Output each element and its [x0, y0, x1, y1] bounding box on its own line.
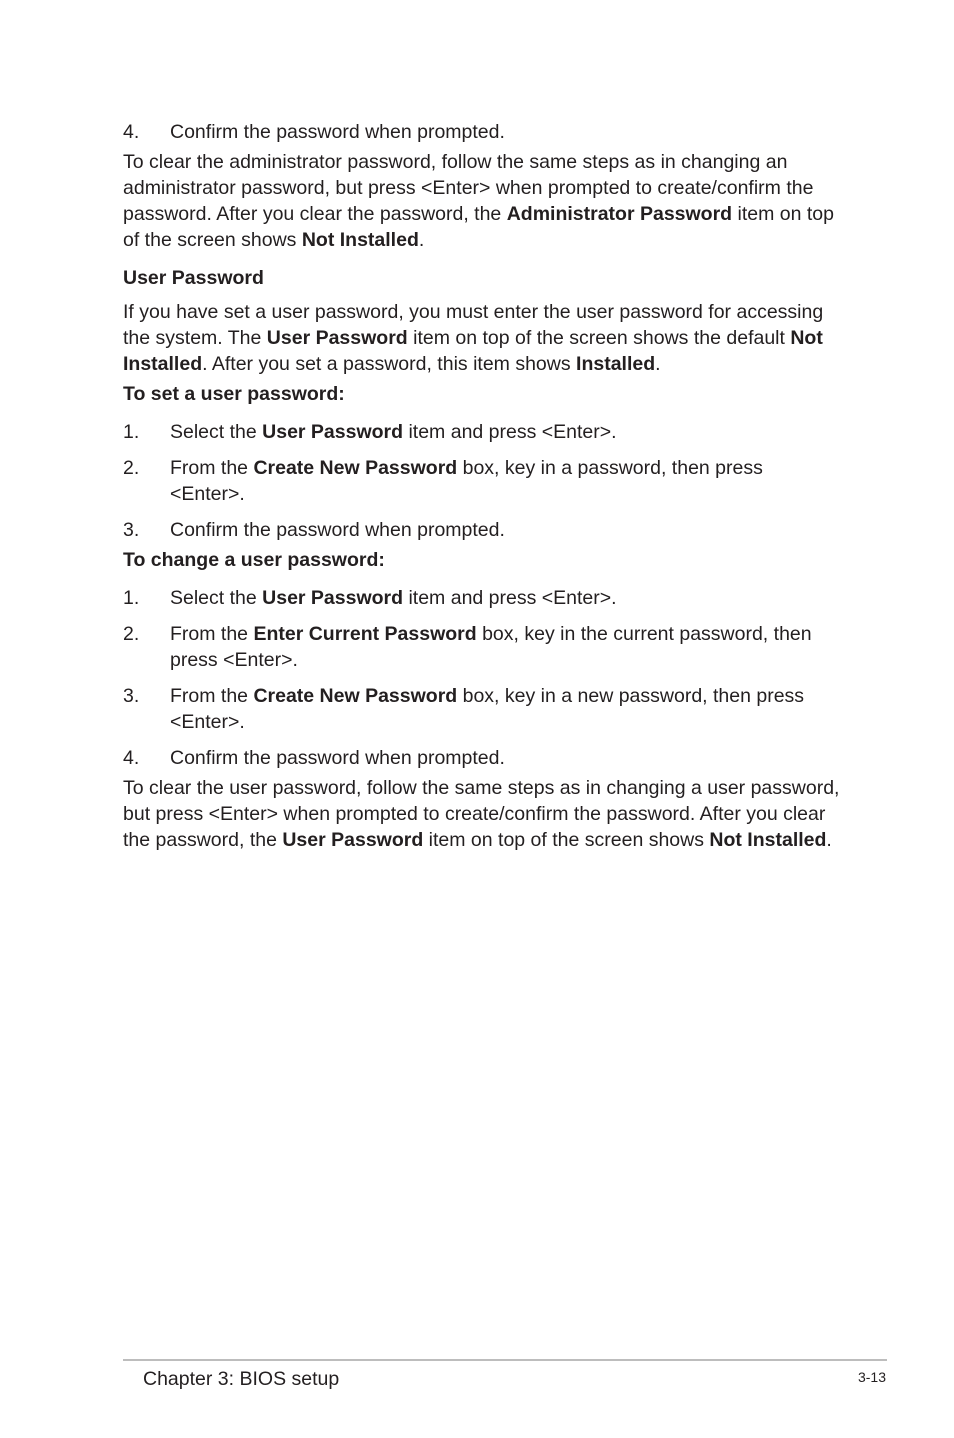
- change-step-1: [123, 585, 843, 611]
- text-run: To clear the user password, follow the same steps as in changing a user password, but press <Enter> when prompted to create/confirm the password. After you clear the password, the: [123, 777, 840, 851]
- footer-divider: [123, 1359, 887, 1361]
- set-user-password-heading: To set a user password:: [123, 383, 345, 405]
- footer-page-number: 3-13: [857, 1369, 886, 1385]
- step-number: 3.: [123, 519, 140, 541]
- user-password-heading: User Password: [123, 267, 264, 289]
- footer-chapter-title: Chapter 3: BIOS setup: [143, 1368, 340, 1390]
- text-run: .: [826, 829, 832, 851]
- bold-term: Not Installed: [709, 829, 827, 851]
- text-run: box, key in a password, then press <Enter>.: [170, 457, 763, 505]
- text-run: box, key in a new password, then press <Enter>.: [170, 685, 805, 733]
- step-text: Confirm the password when prompted.: [170, 121, 505, 143]
- change-step-3: [123, 683, 843, 735]
- text-run: item on top of the screen shows: [423, 829, 710, 851]
- bold-term: User Password: [282, 829, 424, 851]
- user-password-description: [123, 299, 843, 377]
- step-text: [170, 419, 843, 445]
- text-run: .: [655, 353, 661, 375]
- step-number: 1.: [123, 421, 140, 443]
- bold-term: Not Installed: [123, 327, 823, 375]
- bold-term: Enter Current Password: [253, 623, 477, 645]
- step-text: [170, 683, 843, 735]
- bold-term: Create New Password: [253, 685, 458, 707]
- step-number: 4.: [123, 747, 140, 769]
- text-run: Select the: [170, 587, 263, 609]
- set-step-3: [123, 517, 843, 543]
- text-run: . After you set a password, this item shows: [202, 353, 577, 375]
- bold-term: User Password: [266, 327, 408, 349]
- set-step-2: [123, 455, 843, 507]
- intro-step-4: [123, 119, 843, 145]
- step-text: [170, 585, 843, 611]
- step-number: 3.: [123, 685, 140, 707]
- text-run: Select the: [170, 421, 263, 443]
- change-user-password-heading: To change a user password:: [123, 549, 385, 571]
- text-run: item on top of the screen shows the default: [407, 327, 791, 349]
- text-run: From the: [170, 457, 254, 479]
- bold-term: User Password: [262, 421, 404, 443]
- text-run: To clear the administrator password, follow the same steps as in changing an administrator password, but press <Enter> when prompted to create/confirm the password. After you clear the password, the: [123, 151, 814, 225]
- step-text: [170, 455, 843, 507]
- step-number: 2.: [123, 623, 140, 645]
- step-number: 2.: [123, 457, 140, 479]
- bold-term: Create New Password: [253, 457, 458, 479]
- text-run: If you have set a user password, you must enter the user password for accessing the system. The: [123, 301, 824, 349]
- user-clear-paragraph: [123, 775, 843, 853]
- text-run: From the: [170, 685, 254, 707]
- bold-term: Installed: [576, 353, 656, 375]
- text-run: item on top of the screen shows: [123, 203, 834, 251]
- admin-clear-paragraph: [123, 149, 843, 253]
- step-number: 1.: [123, 587, 140, 609]
- step-text: [170, 621, 843, 673]
- set-step-1: [123, 419, 843, 445]
- text-run: .: [418, 229, 425, 251]
- text-run: item and press <Enter>.: [403, 421, 617, 443]
- change-step-2: [123, 621, 843, 673]
- change-step-4: [123, 745, 843, 771]
- text-run: box, key in the current password, then press <Enter>.: [170, 623, 812, 671]
- text-run: From the: [170, 623, 254, 645]
- text-run: item and press <Enter>.: [403, 587, 617, 609]
- step-number: 4.: [123, 121, 140, 143]
- bold-term: Administrator Password: [506, 203, 733, 225]
- bold-term: User Password: [262, 587, 404, 609]
- page-content: [123, 119, 843, 853]
- step-text: Confirm the password when prompted.: [170, 519, 505, 541]
- bold-term: Not Installed: [301, 229, 419, 251]
- step-text: Confirm the password when prompted.: [170, 747, 505, 769]
